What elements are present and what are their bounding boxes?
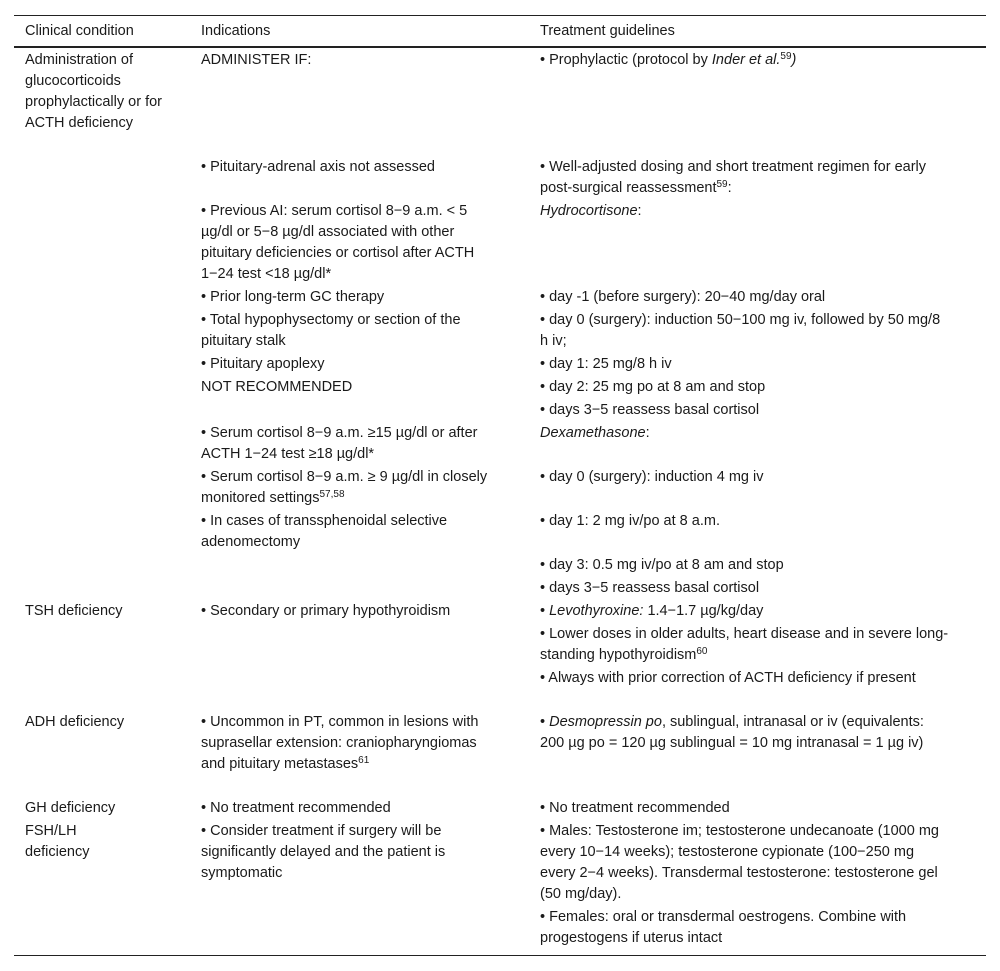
condition-adh: ADH deficiency bbox=[25, 714, 125, 730]
dexamethasone-day-3: • day 3: 0.5 mg iv/po at 8 am and stop bbox=[540, 557, 784, 573]
dexamethasone-day-0: • day 0 (surgery): induction 4 mg iv bbox=[540, 469, 764, 485]
acth-indication-hypophysectomy: • Total hypophysectomy or section of the pituitary stalk bbox=[201, 312, 461, 349]
condition-acth: Administration of glucocorticoids prophylactically or for ACTH deficiency bbox=[25, 52, 162, 131]
tsh-always: • Always with prior correction of ACTH deficiency if present bbox=[540, 670, 916, 686]
adh-desmopressin: • Desmopressin po, sublingual, intranasal or iv (equivalents: 200 µg po = 120 µg sublingual = 10 mg intranasal = 1 µg iv) bbox=[540, 714, 924, 751]
table-top-rule bbox=[14, 15, 986, 16]
acth-nr-cortisol-9: • Serum cortisol 8−9 a.m. ≥ 9 µg/dl in closely monitored settings$^{57,58}$ bbox=[201, 469, 488, 506]
tsh-lower-doses: • Lower doses in older adults, heart disease and in severe long-standing hypothyroidism$^{60}$ bbox=[540, 626, 949, 663]
table-bottom-rule bbox=[14, 955, 986, 956]
header-treatment-guidelines: Treatment guidelines bbox=[540, 23, 675, 39]
fsh-lh-indication: • Consider treatment if surgery will be significantly delayed and the patient is symptomatic bbox=[201, 823, 446, 881]
hydrocortisone-day-1: • day 1: 25 mg/8 h iv bbox=[540, 356, 672, 372]
header-clinical-condition: Clinical condition bbox=[25, 23, 134, 39]
condition-tsh: TSH deficiency bbox=[25, 603, 123, 619]
acth-treatment-dosing: • Well-adjusted dosing and short treatment regimen for early post-surgical reassessment$^{59}$: bbox=[540, 159, 927, 196]
adh-indication: • Uncommon in PT, common in lesions with suprasellar extension: craniopharyngiomas and pituitary metastases$^{61}$ bbox=[201, 714, 479, 772]
condition-gh: GH deficiency bbox=[25, 800, 116, 816]
dexamethasone-day-1: • day 1: 2 mg iv/po at 8 a.m. bbox=[540, 513, 720, 529]
fsh-lh-females: • Females: oral or transdermal oestrogens. Combine with progestogens if uterus intact bbox=[540, 909, 907, 946]
condition-fsh-lh: FSH/LH deficiency bbox=[25, 823, 90, 860]
header-rule bbox=[14, 46, 986, 48]
tsh-indication: • Secondary or primary hypothyroidism bbox=[201, 603, 451, 619]
acth-nr-cortisol-15: • Serum cortisol 8−9 a.m. ≥15 µg/dl or after ACTH 1−24 test ≥18 µg/dl* bbox=[201, 425, 478, 462]
acth-indication-axis: • Pituitary-adrenal axis not assessed bbox=[201, 159, 435, 175]
inder-citation: Inder et al. bbox=[711, 52, 781, 68]
acth-not-recommended: NOT RECOMMENDED bbox=[201, 379, 353, 395]
tsh-levothyroxine: • Levothyroxine: 1.4−1.7 µg/kg/day bbox=[540, 603, 764, 619]
hydrocortisone-day-0: • day 0 (surgery): induction 50−100 mg iv, followed by 50 mg/8 h iv; bbox=[540, 312, 941, 349]
acth-treatment-prophylactic: • Prophylactic (protocol by Inder et al.$^{59}$) bbox=[540, 51, 797, 68]
gh-indication: • No treatment recommended bbox=[201, 800, 391, 816]
hydrocortisone-day-2: • day 2: 25 mg po at 8 am and stop bbox=[540, 379, 766, 395]
hydrocortisone-days-3-5: • days 3−5 reassess basal cortisol bbox=[540, 402, 760, 418]
dexamethasone-days-3-5: • days 3−5 reassess basal cortisol bbox=[540, 580, 760, 596]
fsh-lh-males: • Males: Testosterone im; testosterone undecanoate (1000 mg every 10−14 weeks); testosterone cypionate (100−250 mg every 2−4 weeks). Transdermal testosterone: testosterone gel (50 mg/day). bbox=[540, 823, 939, 902]
dexamethasone-heading: Dexamethasone: bbox=[540, 425, 650, 441]
acth-indication-gc-therapy: • Prior long-term GC therapy bbox=[201, 289, 385, 305]
hydrocortisone-day-minus-1: • day -1 (before surgery): 20−40 mg/day oral bbox=[540, 289, 826, 305]
acth-indication-apoplexy: • Pituitary apoplexy bbox=[201, 356, 325, 372]
ref-57-58: 57,58 bbox=[319, 489, 345, 500]
acth-indication-previous-ai: • Previous AI: serum cortisol 8−9 a.m. < 5 µg/dl or 5−8 µg/dl associated with other pituitary deficiencies or cortisol after ACTH 1−24 test <18 µg/dl* bbox=[201, 203, 475, 282]
hydrocortisone-heading: Hydrocortisone: bbox=[540, 203, 642, 219]
gh-treatment: • No treatment recommended bbox=[540, 800, 730, 816]
acth-nr-adenomectomy: • In cases of transsphenoidal selective adenomectomy bbox=[201, 513, 448, 550]
header-indications: Indications bbox=[201, 23, 271, 39]
acth-administer-if: ADMINISTER IF: bbox=[201, 52, 312, 68]
